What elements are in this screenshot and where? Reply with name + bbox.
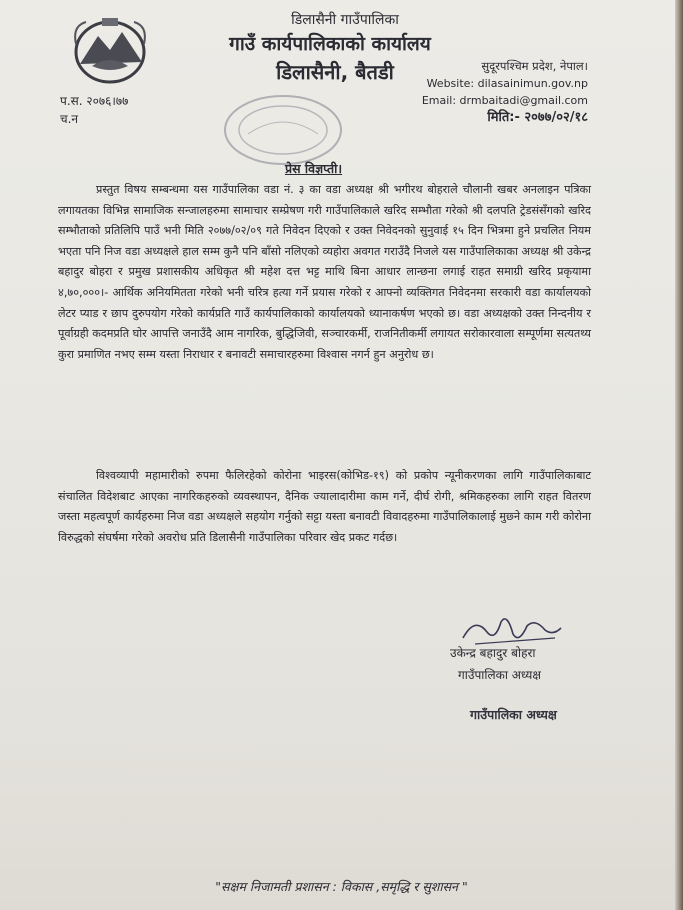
signatory-title: गाउँपालिका अध्यक्ष [458, 668, 541, 682]
municipality-name: डिलासैनी गाउँपालिका [291, 12, 399, 28]
page-edge-shadow [675, 0, 683, 910]
website: Website: dilasainimun.gov.np [426, 77, 588, 90]
footer-motto: "सक्षम निजामती प्रशासन : विकास ,समृद्धि र सुशासन " [215, 879, 468, 894]
office-location: डिलासैनी, बैतडी [276, 60, 394, 84]
email: Email: drmbaitadi@gmail.com [421, 94, 588, 107]
paragraph-1: प्रस्तुत विषय सम्बन्धमा यस गाउँपालिका वडा नं. ३ का वडा अध्यक्ष श्री भगीरथ बोहराले चौलानी खबर अनलाइन पत्रिका लगायतका विभिन्न सामाजिक सन्जालहरुमा सामाचार सम्प्रेषण गरी गाउँपालिकाले खरिद सम्भौता गरेको श्री दलपति ट्रेडसंसँगको खरिद सम्भौताको प्रतिलिपि पाउँ भनी मिति २०७७/०२/०९ गते निवेदन दिएको र उक्त निवेदनको सुनुवाई १५ दिन भित्रमा हुने प्रचलित नियम भएता पनि निज वडा अध्यक्षले हाल सम्म कुनै पनि बाँसो नलिएको व्यहोरा अवगत गराउँदै निजले यस गाउँपालिकाका अध्यक्ष श्री उकेन्द्र बहादुर बोहरा र प्रमुख प्रशासकीय अधिकृत श्री महेश दत्त भट्ट माथि बिना आधार लान्छना लगाई राहत समाग्री खरिद प्रकृयामा ४,७०,०००।- आर्थिक अनियमितता गरेको भनी चरित्र हत्या गर्ने प्रयास गरेको र आफ्नो व्यक्तिगत निवेदनमा सरकारी वडा कार्यालयको लेटर प्याड र छाप दुरुपयोग गरेको कार्यप्रति गाउँ कार्यपालिकाको कार्यालयको ध्यानाकर्षण भएको छ। वडा अध्यक्षको उक्त निन्दनीय र पूर्वाग्रही कदमप्रति घोर आपत्ति जनाउँदै आम नागरिक, बुद्धिजिवी, सञ्चारकर्मी, राजनितीकर्मी लगायत सरोकारवाला सम्पूर्णमा सत्यतथ्य कुरा प्रमाणित नभए सम्म यस्ता निराधार र बनावटी समाचारहरुमा विश्वास नगर्न हुन अनुरोध छ। [58, 183, 591, 361]
address: सुदूरपश्चिम प्रदेश, नेपाल। [481, 59, 588, 73]
press-release-heading: प्रेस विज्ञप्ती। [285, 161, 343, 176]
reference-numbers [60, 92, 128, 128]
office-stamp-icon [218, 90, 348, 170]
nepal-emblem-icon [62, 14, 158, 86]
signatory-name: उकेन्द्र बहादुर बोहरा [450, 646, 536, 660]
letter-date: मिति:- २०७७/०२/१८ [487, 110, 588, 125]
office-name: गाउँ कार्यपालिकाको कार्यालय [229, 33, 431, 55]
ref-ps: प.स. २०७६।७७ [60, 94, 129, 108]
contact-block [422, 58, 588, 126]
signature-stamp: गाउँपालिका अध्यक्ष [470, 707, 557, 722]
ref-cn: च.न [60, 112, 79, 126]
paragraph-2: विश्वव्यापी महामारीको रुपमा फैलिरहेको कोरोना भाइरस(कोभिड-१९) को प्रकोप न्यूनीकरणका लागि गाउँपालिकाबाट संचालित विदेशबाट आएका नागरिकहरुको व्यवस्थापन, दैनिक ज्यालादारीमा काम गर्ने, दीर्घ रोगी, श्रमिकहरुका लागि राहत वितरण जस्ता महत्वपूर्ण कार्यहरुमा निज वडा अध्यक्षले सहयोग गर्नुको सट्टा यस्ता बनावटी विवादहरुमा गाउँपालिकालाई मुछ्ने काम गरी कोरोना विरुद्धको संघर्षमा गरेको अवरोध प्रति डिलासैनी गाउँपालिका परिवार खेद प्रकट गर्दछ। [58, 469, 591, 544]
